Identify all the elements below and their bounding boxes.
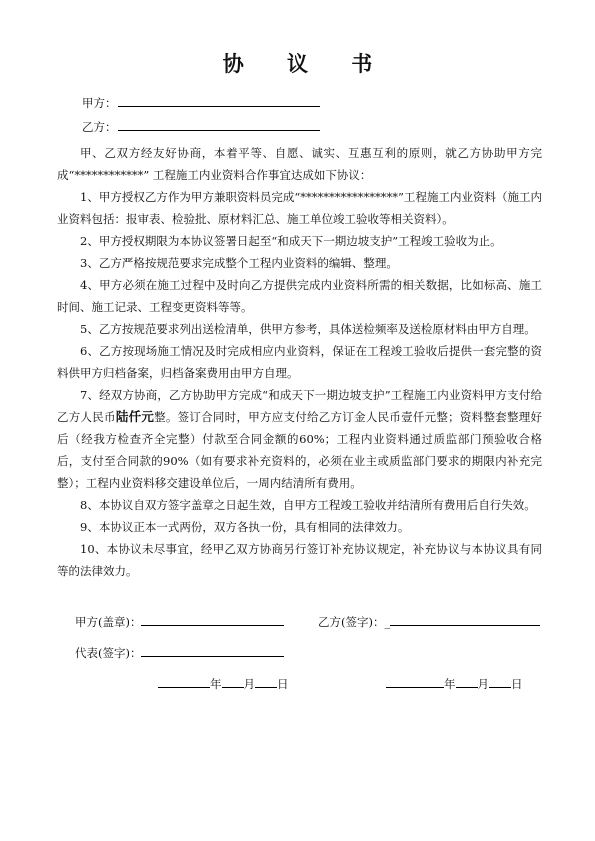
- day-label: 日: [511, 677, 523, 691]
- clause-7-start: 7、经双方协商，乙方协助甲方完成“和成天下一期边坡支护”工程施工内业资料甲方支付给乙方人民币: [57, 388, 542, 424]
- clause-6: 6、乙方按现场施工情况及时完成相应内业资料，保证在工程竣工验收后提供一套完整的资料供甲方归档备案，归档备案费用由甲方自理。: [57, 344, 542, 380]
- clause-7: [57, 384, 542, 494]
- clause-3: 3、乙方严格按规范要求完成整个工程内业资料的编辑、整理。: [80, 256, 398, 270]
- party-b-month-blank[interactable]: [456, 677, 478, 688]
- clause-5: 5、乙方按规范要求列出送检清单，供甲方参考，具体送检频率及送检原材料由甲方自理。: [80, 322, 536, 336]
- party-a-label: 甲方：: [82, 96, 117, 110]
- party-a-line: [82, 95, 320, 111]
- clause-4: 4、甲方必须在施工过程中及时向乙方提供完成内业资料所需的相关数据，比如标高、施工时间、施工记录、工程变更资料等等。: [57, 278, 542, 314]
- party-a-seal-blank[interactable]: [141, 615, 284, 626]
- clause-10: 10、本协议未尽事宜，经甲乙双方协商另行签订补充协议规定，补充协议与本协议具有同等的法律效力。: [57, 542, 542, 578]
- clause-7-rest: 整。签订合同时，甲方应支付给乙方订金人民币壹仟元整；资料整套整理好后（经我方检查齐全完整）付款至合同金额的60%；工程内业资料通过质监部门预验收合格后，支付至合同款的90%（如有要求补充资料的，必须在业主或质监部门要求的期限内补充完整）；工程内业资料移交建设单位后，一周内结清所有费用。: [57, 410, 542, 490]
- clause-2: 2、甲方授权期限为本协议签署日起至“和成天下一期边坡支护”工程竣工验收为止。: [80, 234, 502, 248]
- party-a-month-blank[interactable]: [222, 677, 244, 688]
- year-label: 年: [210, 677, 222, 691]
- party-b-sign-label: 乙方(签字)：: [318, 615, 385, 629]
- party-a-seal-line: [75, 614, 284, 630]
- party-b-line: [82, 119, 320, 135]
- document-title: 协 议 书: [222, 51, 391, 76]
- party-b-day-blank[interactable]: [489, 677, 511, 688]
- party-b-sign-line: [318, 614, 540, 630]
- party-a-day-blank[interactable]: [255, 677, 277, 688]
- party-b-sign-prefix: _: [384, 615, 391, 629]
- party-b-date: [386, 676, 523, 692]
- clause-8: 8、本协议自双方签字盖章之日起生效，自甲方工程竣工验收并结清所有费用后自行失效。: [80, 498, 536, 512]
- month-label: 月: [477, 677, 489, 691]
- clause-1: 1、甲方授权乙方作为甲方兼职资料员完成“*****************”工程施工内业资料（施工内业资料包括：报审表、检验批、原材料汇总、施工单位竣工验收等相关资料）。: [57, 190, 542, 226]
- party-b-blank[interactable]: [118, 120, 320, 131]
- clause-9: 9、本协议正本一式两份，双方各执一份，具有相同的法律效力。: [80, 520, 410, 534]
- party-a-seal-label: 甲方(盖章)：: [75, 615, 142, 629]
- party-b-label: 乙方：: [82, 120, 117, 134]
- party-a-year-blank[interactable]: [158, 677, 210, 688]
- intro-paragraph: 甲、乙双方经友好协商，本着平等、自愿、诚实、互惠互利的原则，就乙方协助甲方完成“************” 工程施工内业资料合作事宜达成如下协议：: [57, 146, 542, 182]
- representative-sign-label: 代表(签字)：: [75, 646, 142, 660]
- year-label: 年: [444, 677, 456, 691]
- representative-sign-blank[interactable]: [141, 646, 284, 657]
- month-label: 月: [243, 677, 255, 691]
- agreement-body: [57, 142, 542, 582]
- clause-7-amount: 陆仟元: [115, 409, 155, 424]
- day-label: 日: [277, 677, 289, 691]
- party-b-year-blank[interactable]: [386, 677, 444, 688]
- party-b-sign-blank[interactable]: [390, 615, 540, 626]
- party-a-date: [158, 676, 289, 692]
- representative-sign-line: [75, 645, 284, 661]
- party-a-blank[interactable]: [118, 96, 320, 107]
